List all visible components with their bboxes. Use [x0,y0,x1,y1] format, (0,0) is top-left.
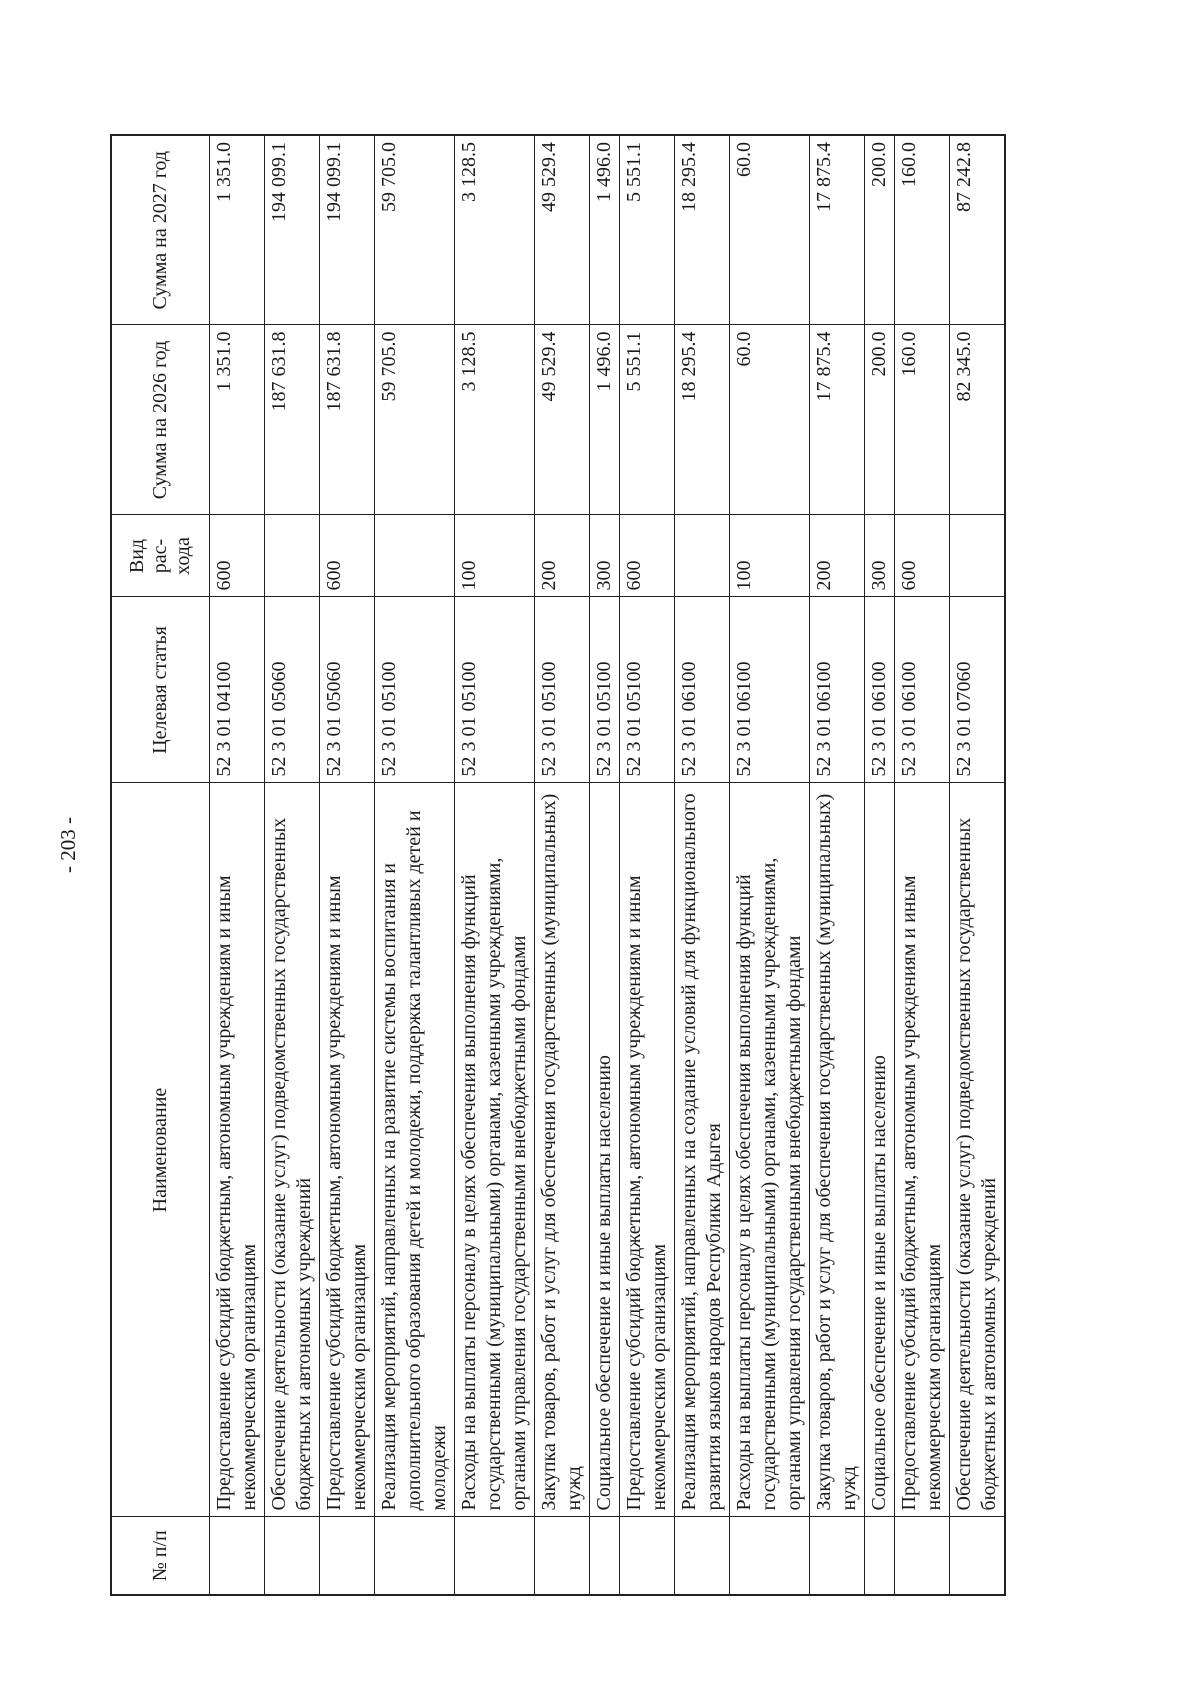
table-header-row [111,135,209,1595]
row-sum-2026: 82 345.0 [949,325,1005,515]
header-name: Наименование [111,783,209,1517]
page-number: - 203 - [56,817,80,873]
row-kind [949,515,1005,597]
header-target: Целевая статья [111,597,209,783]
row-name: Социальное обеспечение и иные выплаты населению [589,783,619,1517]
row-name: Предоставление субсидий бюджетным, автономным учреждениям и иным некоммерческим организациям [619,783,674,1517]
row-kind: 100 [729,515,809,597]
row-name: Предоставление субсидий бюджетным, автономным учреждениям и иным некоммерческим организациям [894,783,949,1517]
row-sum-2027: 1 496.0 [589,135,619,325]
row-target: 52 3 01 05100 [454,597,534,783]
row-sum-2026: 200.0 [864,325,894,515]
row-kind: 600 [619,515,674,597]
row-sum-2027: 87 242.8 [949,135,1005,325]
row-sum-2027: 3 128.5 [454,135,534,325]
row-sum-2027: 200.0 [864,135,894,325]
row-name: Реализация мероприятий, направленных на создание условий для функционального развития языков народов Республики Адыгея [674,783,729,1517]
row-num [729,1517,809,1595]
row-num [534,1517,589,1595]
row-sum-2027: 194 099.1 [264,135,319,325]
row-name: Реализация мероприятий, направленных на развитие системы воспитания и дополнительного образования детей и молодежи, поддержка талантливых детей и молодежи [374,783,454,1517]
rotated-table-frame [110,136,1063,1596]
row-target: 52 3 01 04100 [209,597,264,783]
table-row [729,135,809,1595]
row-sum-2026: 1 351.0 [209,325,264,515]
row-sum-2026: 49 529.4 [534,325,589,515]
row-sum-2027: 1 351.0 [209,135,264,325]
row-num [809,1517,864,1595]
row-kind [264,515,319,597]
row-sum-2026: 17 875.4 [809,325,864,515]
row-num [374,1517,454,1595]
table-row [209,135,264,1595]
table-row [619,135,674,1595]
row-target: 52 3 01 06100 [809,597,864,783]
row-name: Социальное обеспечение и иные выплаты населению [864,783,894,1517]
row-sum-2027: 17 875.4 [809,135,864,325]
row-target: 52 3 01 05060 [319,597,374,783]
table-row [894,135,949,1595]
rotated-table-content [110,136,1063,1596]
row-kind: 200 [534,515,589,597]
table-row [534,135,589,1595]
table-row [809,135,864,1595]
row-kind: 300 [589,515,619,597]
row-kind: 300 [864,515,894,597]
row-sum-2026: 3 128.5 [454,325,534,515]
row-num [319,1517,374,1595]
row-kind: 200 [809,515,864,597]
row-sum-2027: 5 551.1 [619,135,674,325]
row-kind [374,515,454,597]
row-sum-2027: 59 705.0 [374,135,454,325]
row-name: Обеспечение деятельности (оказание услуг) подведомственных государственных бюджетных и автономных учреждений [949,783,1005,1517]
table-row [454,135,534,1595]
row-sum-2027: 194 099.1 [319,135,374,325]
table-row [264,135,319,1595]
row-target: 52 3 01 06100 [864,597,894,783]
table-row [374,135,454,1595]
row-sum-2026: 160.0 [894,325,949,515]
table-row [864,135,894,1595]
row-sum-2027: 160.0 [894,135,949,325]
row-num [589,1517,619,1595]
row-kind [674,515,729,597]
row-kind: 600 [319,515,374,597]
row-sum-2026: 1 496.0 [589,325,619,515]
row-name: Предоставление субсидий бюджетным, автономным учреждениям и иным некоммерческим организациям [209,783,264,1517]
row-sum-2026: 187 631.8 [264,325,319,515]
row-sum-2026: 60.0 [729,325,809,515]
row-sum-2027: 60.0 [729,135,809,325]
row-name: Обеспечение деятельности (оказание услуг) подведомственных государственных бюджетных и автономных учреждений [264,783,319,1517]
row-sum-2027: 49 529.4 [534,135,589,325]
header-sum-2026: Сумма на 2026 год [111,325,209,515]
header-num: № п/п [111,1517,209,1595]
row-name: Расходы на выплаты персоналу в целях обеспечения выполнения функций государственными (муниципальными) органами, казенными учреждениями, органами управления государственными внебюджетными фондами [454,783,534,1517]
row-num [894,1517,949,1595]
row-sum-2026: 18 295.4 [674,325,729,515]
table-row [319,135,374,1595]
row-sum-2026: 5 551.1 [619,325,674,515]
row-num [674,1517,729,1595]
row-target: 52 3 01 05100 [619,597,674,783]
row-name: Закупка товаров, работ и услуг для обеспечения государственных (муниципальных) нужд [809,783,864,1517]
row-target: 52 3 01 06100 [674,597,729,783]
row-target: 52 3 01 05100 [374,597,454,783]
header-sum-2027: Сумма на 2027 год [111,135,209,325]
table-row [589,135,619,1595]
row-num [949,1517,1005,1595]
row-name: Закупка товаров, работ и услуг для обеспечения государственных (муниципальных) нужд [534,783,589,1517]
row-target: 52 3 01 07060 [949,597,1005,783]
row-name: Расходы на выплаты персоналу в целях обеспечения выполнения функций государственными (муниципальными) органами, казенными учреждениями, органами управления государственными внебюджетными фондами [729,783,809,1517]
row-num [264,1517,319,1595]
row-num [454,1517,534,1595]
table-row [674,135,729,1595]
row-target: 52 3 01 06100 [729,597,809,783]
header-kind: Вид рас- хода [111,515,209,597]
row-sum-2027: 18 295.4 [674,135,729,325]
table-row [949,135,1005,1595]
row-num [864,1517,894,1595]
row-target: 52 3 01 05060 [264,597,319,783]
row-target: 52 3 01 05100 [589,597,619,783]
row-num [209,1517,264,1595]
row-target: 52 3 01 06100 [894,597,949,783]
row-target: 52 3 01 05100 [534,597,589,783]
row-sum-2026: 187 631.8 [319,325,374,515]
row-num [619,1517,674,1595]
row-kind: 600 [209,515,264,597]
budget-table [110,134,1006,1596]
row-kind: 100 [454,515,534,597]
row-kind: 600 [894,515,949,597]
row-name: Предоставление субсидий бюджетным, автономным учреждениям и иным некоммерческим организациям [319,783,374,1517]
row-sum-2026: 59 705.0 [374,325,454,515]
table-body [209,135,1005,1595]
